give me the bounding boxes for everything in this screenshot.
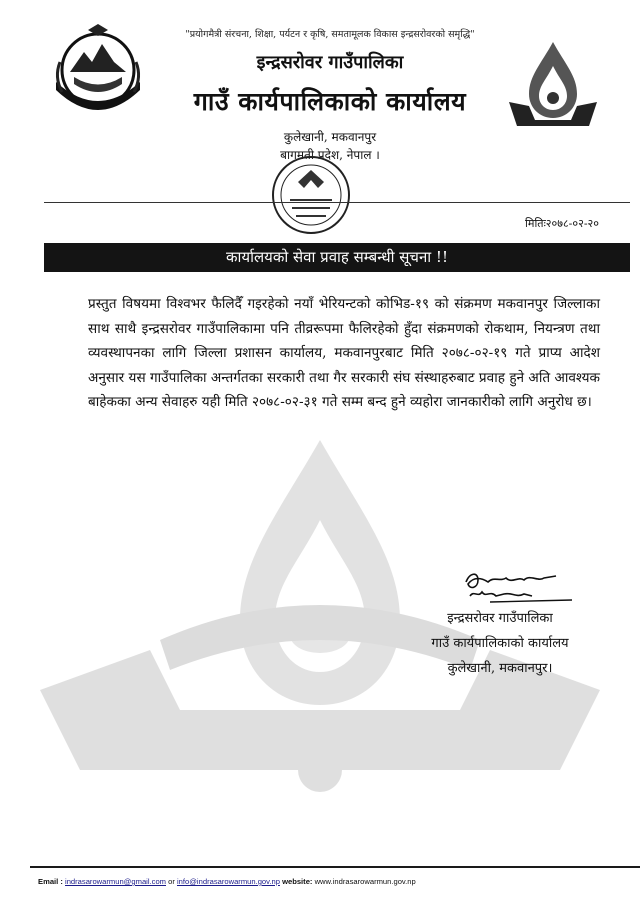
website-label: website: [279,877,315,886]
email-label: Email : [38,877,66,886]
office-name: गाउँ कार्यपालिकाको कार्यालय [193,87,467,116]
notice-title: कार्यालयको सेवा प्रवाह सम्बन्धी सूचना !! [44,243,630,272]
signatory-block [400,606,600,681]
signatory-line-1: इन्द्रसरोवर गाउँपालिका [447,611,553,626]
footer-rule [30,866,640,868]
footer-contact [38,877,638,886]
header-rule [44,202,630,203]
office-seal-stamp [268,152,354,238]
website-link[interactable]: www.indrasarowarmun.gov.np [314,877,416,886]
address-line-1: कुलेखानी, मकवानपुर [283,130,377,144]
handwritten-signature [460,566,580,608]
date: मितिः२०७८-०२-२० [525,217,599,230]
signatory-line-2: गाउँ कार्यपालिकाको कार्यालय [431,636,569,651]
address-line-2: बागमती प्रदेश, नेपाल । [280,148,380,162]
slogan: "प्रयोगमैत्री संरचना, शिक्षा, पर्यटन र कृषि, समतामूलक विकास इन्द्रसरोवरको समृद्धि" [185,29,475,40]
notice-body: प्रस्तुत विषयमा विश्वभर फैलिदैँ गइरहेको नयाँ भेरियन्टको कोभिड-१९ को संक्रमण मकवानपुर जिल्लाका साथ साथै इन्द्रसरोवर गाउँपालिकामा पनि तीव्ररूपमा फैलिरहेको हुँदा संक्रमणको रोकथाम, नियन्त्रण तथा व्यवस्थापनका लागि जिल्ला प्रशासन कार्यालय, मकवानपुरबाट मिति २०७८-०२-१९ गते प्राप्य आदेश अनुसार यस गाउँपालिका अन्तर्गतका सरकारी तथा गैर सरकारी संघ संस्थाहरुबाट प्रवाह हुने अति आवश्यक बाहेकका अन्य सेवाहरु यही मिति २०७८-०२-३१ गते सम्म बन्द हुने व्यहोरा जानकारीको लागि अनुरोध छ। [88,296,600,410]
org-name: इन्द्रसरोवर गाउँपालिका [256,52,404,73]
email-link-1[interactable]: indrasarowarmun@gmail.com [65,877,166,886]
signatory-line-3: कुलेखानी, मकवानपुर। [447,661,553,676]
email-link-2[interactable]: info@indrasarowarmun.gov.np [176,877,280,886]
or-text: or [166,877,177,886]
